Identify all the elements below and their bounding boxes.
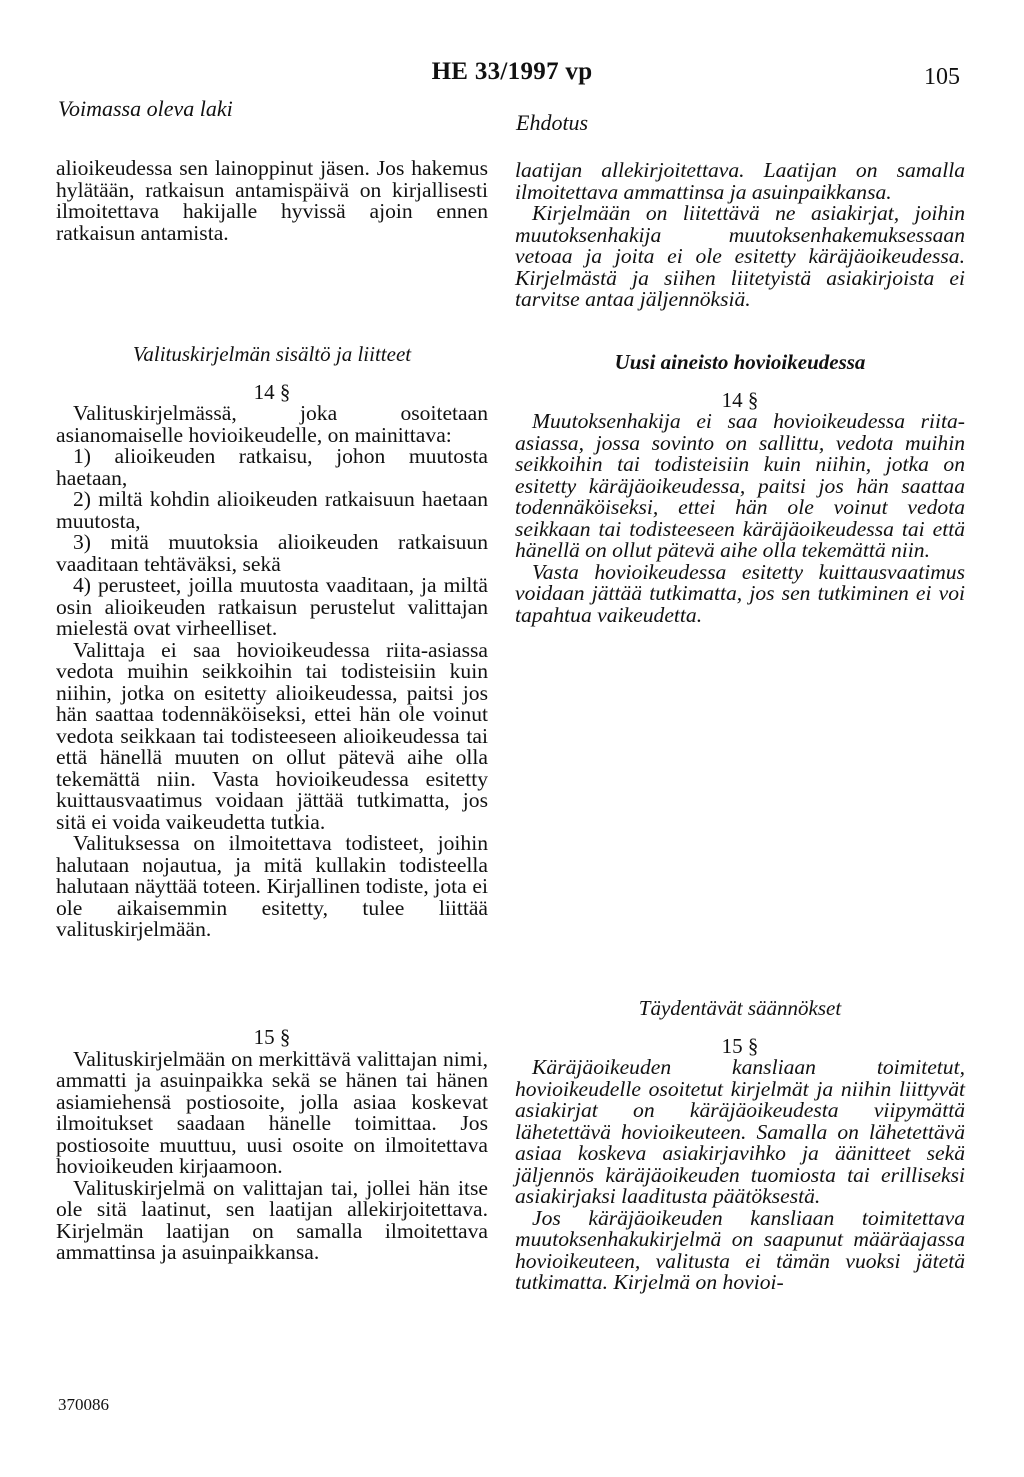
left-section-14-number: 14 § [253, 379, 291, 404]
page-number: 105 [924, 64, 960, 90]
right-14-paragraph: Vasta hovioikeudessa esitetty kuittausvaatimus voidaan jättää tutkimatta, jos sen tutkiminen ei voi tapahtua vaikeudetta. [515, 559, 965, 627]
right-15-paragraph: Jos käräjäoikeuden kansliaan toimitettava muutoksenhakukirjelmä on saapunut määräajassa hovioikeuteen, valitusta ei tämän vuoksi jätetä tutkimatta. Kirjelmä on hovioi- [515, 1205, 965, 1294]
right-15-paragraph: Käräjäoikeuden kansliaan toimitetut, hovioikeudelle osoitetut kirjelmät ja niihin liittyvät asiakirjat on käräjäoikeudesta viipymättä lähetettävä hovioikeuteen. Samalla on lähetettävä asiaa koskeva asiakirjavihko ja äänitteet sekä jäljennös käräjäoikeuden tuomiosta tai erilliseksi asiakirjaksi laaditusta päätöksestä. [515, 1055, 965, 1208]
right-intro-paragraph: Kirjelmään on liitettävä ne asiakirjat, joihin muutoksenhakija muutoksenhakemuksessaan vetoaa ja joita ei ole esitetty käräjäoikeudessa. Kirjelmästä ja siihen liitetyistä asiakirjoista ei tarvitse antaa jäljennöksiä. [515, 201, 965, 311]
left-15-paragraph: Valituskirjelmään on merkittävä valittajan nimi, ammatti ja asuinpaikka sekä se hänen tai hänen asiamiehensä postiosoite, jolla asiaa koskevat ilmoitukset saadaan hänelle toimittaa. Jos postiosoite muuttuu, uusi osoite on ilmoitettava hovioikeuden kirjaamoon. [56, 1046, 488, 1178]
left-14-paragraph: 3) mitä muutoksia alioikeuden ratkaisuun vaaditaan tehtäväksi, sekä [56, 530, 488, 576]
left-section-15-number: 15 § [253, 1025, 291, 1049]
right-section-15-number: 15 § [721, 1033, 759, 1058]
right-section2-title: Täydentävät säännökset [638, 996, 842, 1020]
left-intro [56, 158, 488, 244]
right-section-14 [515, 352, 965, 626]
right-section-title: Uusi aineisto hovioikeudessa [614, 350, 866, 374]
left-section-14 [56, 344, 488, 941]
left-14-paragraph: 1) alioikeuden ratkaisu, johon muutosta haetaan, [56, 444, 488, 490]
left-15-paragraph: Valituskirjelmä on valittajan tai, jollei hän itse ole sitä laatinut, sen laatijan allekirjoitettava. Kirjelmän laatijan on samalla ilmoitettava ammattinsa ja asuinpaikkansa. [56, 1175, 488, 1264]
left-14-paragraph: Valittaja ei saa hovioikeudessa riita-asiassa vedota muihin seikkoihin tai todisteisiin kuin niihin, jotka on esitetty alioikeudessa, paitsi jos hän saattaa todennäköiseksi, ettei hän ole voinut vedota seikkaan tai todisteeseen alioikeudessa tai että hänellä muuten on ollut pätevä aihe olla tekemättä niin. Vasta hovioikeudessa esitetty kuittausvaatimus voidaan jättää tutkimatta, jos sitä ei voida vaikeudetta tutkia. [56, 637, 488, 834]
left-section-title: Valituskirjelmän sisältö ja liitteet [132, 342, 412, 366]
right-section-14-number: 14 § [721, 387, 759, 412]
left-section-15 [56, 1027, 488, 1264]
current-law-heading: Voimassa oleva laki [58, 96, 233, 121]
footer-code: 370086 [58, 1395, 109, 1414]
left-14-paragraph: Valituksessa on ilmoitettava todisteet, joihin halutaan nojautua, ja mitä kullakin todisteella halutaan näyttää toteen. Kirjallinen todiste, jota ei ole aikaisemmin esitetty, tulee liittää valituskirjelmään. [56, 831, 488, 941]
left-14-paragraph: Valituskirjelmässä, joka osoitetaan asianomaiselle hovioikeudelle, on mainittava: [56, 401, 488, 447]
proposal-heading: Ehdotus [516, 110, 589, 135]
left-14-paragraph: 4) perusteet, joilla muutosta vaaditaan, ja miltä osin alioikeuden ratkaisun perustelut valittajan mielestä ovat virheelliset. [56, 573, 488, 640]
left-intro-text: alioikeudessa sen lainoppinut jäsen. Jos hakemus hylätään, ratkaisun antamispäivä on kirjallisesti ilmoitettava hakijalle hyvissä ajoin ennen ratkaisun antamista. [56, 156, 488, 245]
left-14-paragraph: 2) miltä kohdin alioikeuden ratkaisuun haetaan muutosta, [56, 487, 488, 533]
right-intro-paragraph: laatijan allekirjoitettava. Laatijan on samalla ilmoitettava ammattinsa ja asuinpaikkansa. [515, 158, 965, 204]
right-intro [515, 160, 965, 311]
right-14-paragraph: Muutoksenhakija ei saa hovioikeudessa riita-asiassa, jossa sovinto on sallittu, vedota muihin seikkoihin tai todisteisiin kuin niihin, jotka on esitetty käräjäoikeudessa, paitsi jos hän saattaa todennäköiseksi, ettei hän ole voinut vedota seikkaan tai todisteeseen käräjäoikeudessa tai että hänellä on ollut pätevä aihe olla tekemättä niin. [515, 409, 965, 562]
right-section-15 [515, 998, 965, 1294]
document-id: HE 33/1997 vp [431, 58, 593, 85]
